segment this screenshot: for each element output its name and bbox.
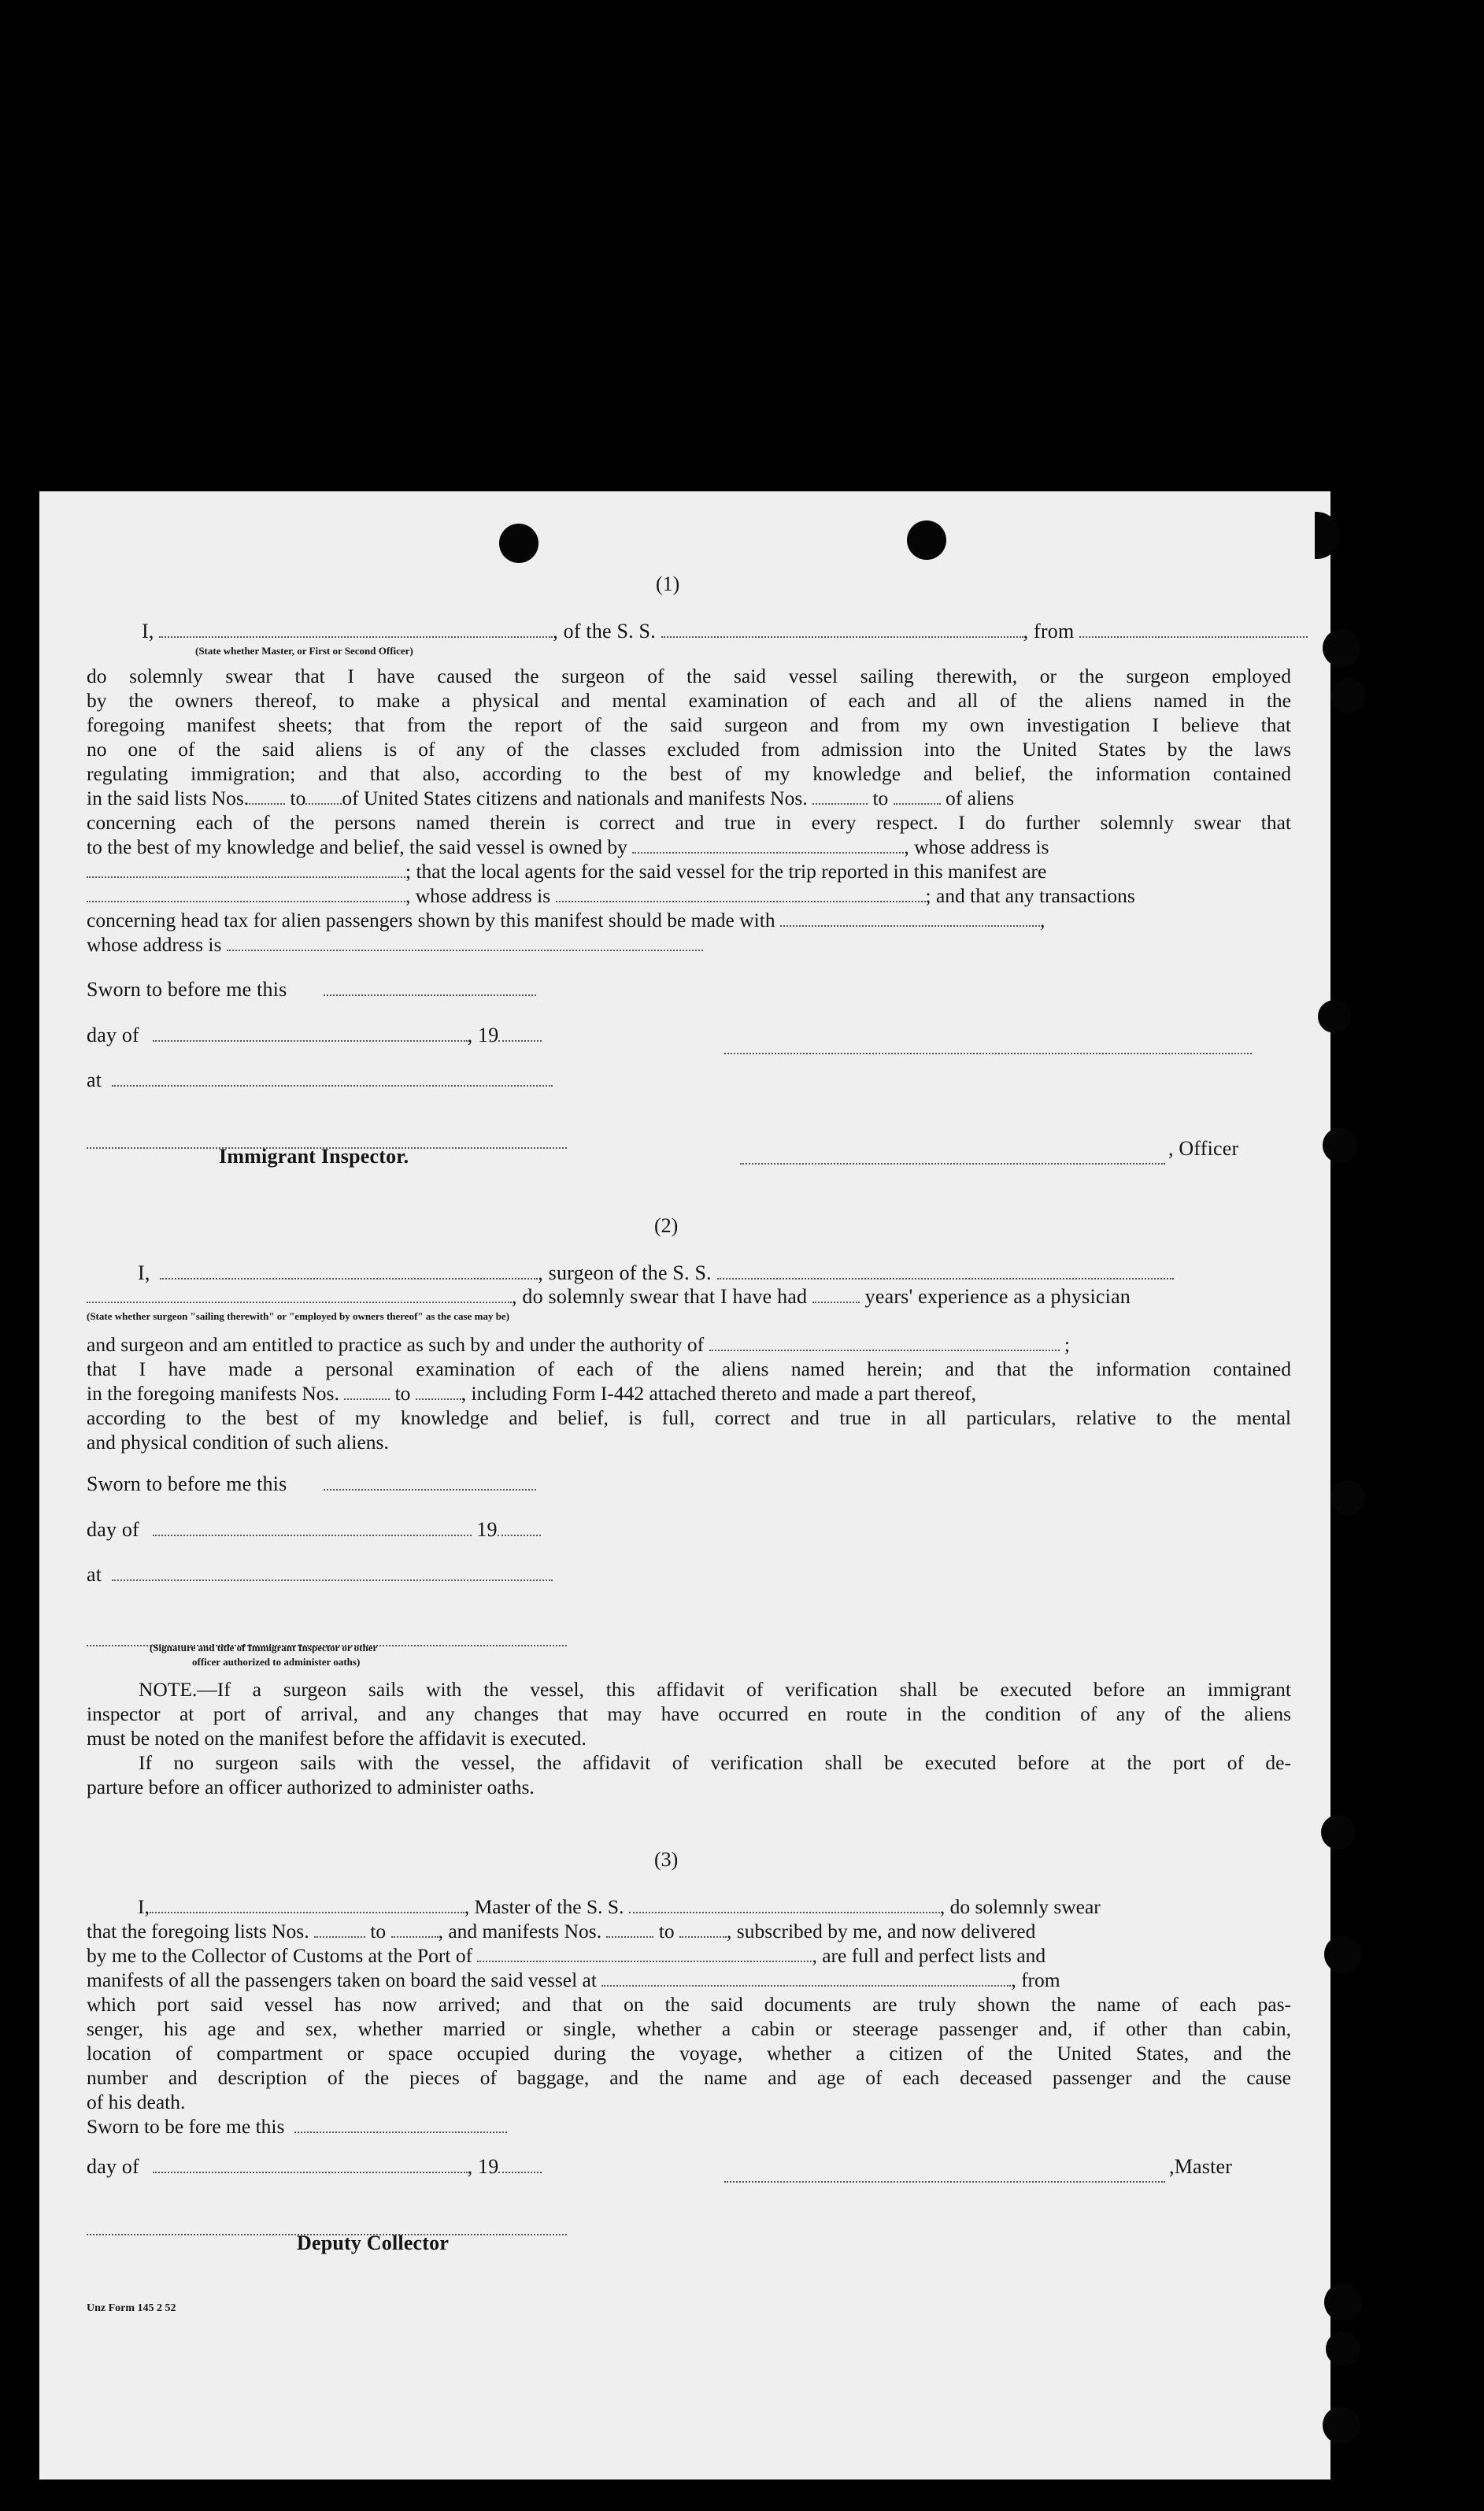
sec3-sworn-line: Sworn to be fore me this: [87, 2114, 1291, 2139]
note-line: must be noted on the manifest before the affidavit is executed.: [87, 1727, 587, 1750]
sec2-surgeon-note: (State whether surgeon "sailing therewith" or "employed by owners thereof" as the case may be): [87, 1310, 510, 1322]
sec2-oath-line: and physical condition of such aliens.: [87, 1431, 389, 1454]
sec1-agent-address-line: , whose address is ; and that any transactions: [87, 883, 1291, 908]
sec2-oath-line: according to the best of my knowledge and belief, is full, correct and true in all particulars, relative to the mental: [87, 1406, 1291, 1429]
punch-hole: [1323, 1128, 1358, 1163]
sec1-agents-line: ; that the local agents for the said vessel for the trip reported in this manifest are: [87, 859, 1291, 883]
punch-hole: [1323, 2406, 1360, 2444]
punch-hole: [1330, 678, 1366, 713]
punch-hole: [1326, 2331, 1360, 2366]
sec3-master-signature-line: [724, 2172, 1165, 2187]
punch-hole: [1321, 1815, 1356, 1850]
sec3-day-line: day of , 19: [87, 2155, 542, 2179]
sec1-inspector-label: Immigrant Inspector.: [219, 1145, 409, 1168]
sec1-oath-line: concerning each of the persons named therein is correct and true in every respect. I do further solemnly swear that: [87, 811, 1291, 834]
sec2-signature-note-2: officer authorized to administer oaths): [192, 1656, 361, 1668]
sec3-oath-line: location of compartment or space occupied during the voyage, whether a citizen of the United States, and the: [87, 2042, 1291, 2065]
sec2-signature-note-1: (Signature and title of Immigrant Inspector or other: [150, 1642, 378, 1654]
manifest-affidavit-page: [39, 491, 1330, 2480]
sec3-oath-paragraph: [87, 1894, 1291, 2139]
section-3-heading: (3): [654, 1848, 679, 1871]
sec3-oath-line: senger, his age and sex, whether married or single, whether a cabin or steerage passenger and, if other than cabin,: [87, 2017, 1291, 2040]
punch-hole: [1323, 629, 1360, 667]
sec1-oath-line: by the owners thereof, to make a physical and mental examination of each and all of the aliens named in the: [87, 689, 1291, 712]
sec3-vessel-line: manifests of all the passengers taken on board the said vessel at , from: [87, 1968, 1060, 1991]
sec1-day-line: day of , 19: [87, 1024, 542, 1047]
punch-hole: [1315, 512, 1340, 559]
sec3-port-line: by me to the Collector of Customs at the Port of , are full and perfect lists and: [87, 1944, 1046, 1967]
sec1-oath-line: do solemnly swear that I have caused the surgeon of the said vessel sailing therewith, or the surgeon employed: [87, 665, 1291, 687]
note-line: inspector at port of arrival, and any changes that may have occurred en route in the condition of any of the aliens: [87, 1702, 1291, 1725]
sec2-oath-paragraph: [87, 1332, 1291, 1454]
sec2-oath-line: that I have made a personal examination of each of the aliens named herein; and that the information contained: [87, 1357, 1291, 1380]
note-paragraph: [87, 1677, 1291, 1799]
sec2-authority-line: and surgeon and am entitled to practice as such by and under the authority of ;: [87, 1333, 1070, 1356]
section-1-heading: (1): [656, 572, 680, 595]
sec2-at-line: at: [87, 1563, 553, 1587]
form-number: Unz Form 145 2 52: [87, 2302, 176, 2314]
sec3-deputy-label: Deputy Collector: [297, 2231, 450, 2254]
punch-hole: [1330, 1480, 1365, 1515]
sec2-sworn-line: Sworn to before me this: [87, 1472, 536, 1496]
sec1-oath-line: regulating immigration; and that also, according to the best of my knowledge and belief, the information contained: [87, 762, 1291, 785]
sec1-oath-line: no one of the said aliens is of any of the classes excluded from admission into the United States by the laws: [87, 738, 1291, 761]
section-2-heading: (2): [654, 1214, 679, 1237]
punch-hole: [1318, 1000, 1351, 1033]
sec3-oath-line: of his death.: [87, 2091, 186, 2113]
sec2-manifests-line: in the foregoing manifests Nos. to , including Form I-442 attached thereto and made a part thereof,: [87, 1382, 977, 1405]
sec1-oath-line: foregoing manifest sheets; that from the report of the said surgeon and from my own investigation I believe that: [87, 713, 1291, 736]
sec1-officer-note: (State whether Master, or First or Second Officer): [195, 645, 413, 657]
sec1-officer-line: I, , of the S. S. , from: [142, 620, 1308, 643]
sec2-day-line: day of 19: [87, 1518, 541, 1542]
sec3-lists-line: that the foregoing lists Nos. to , and manifests Nos. to , subscribed by me, and now delivered: [87, 1920, 1036, 1943]
sec3-master-line: I, , Master of the S. S. , do solemnly swear: [138, 1895, 1101, 1918]
sec1-at-line: at: [87, 1068, 553, 1092]
sec1-whose-address-line: whose address is: [87, 932, 1291, 957]
sec1-list-nos-line: in the said lists Nos. to of United States citizens and nationals and manifests Nos. to of aliens: [87, 787, 1015, 809]
sec1-head-tax-line: concerning head tax for alien passengers shown by this manifest should be made with ,: [87, 909, 1045, 931]
sec1-officer-signature-line: [740, 1154, 1165, 1168]
punch-hole: [1324, 1935, 1362, 1973]
sec3-master-label: ,Master: [1169, 2155, 1233, 2178]
sec1-sworn-line: Sworn to before me this: [87, 978, 536, 1002]
sec3-oath-line: which port said vessel has now arrived; and that on the said documents are truly shown the name of each pas-: [87, 1993, 1291, 2016]
note-line: parture before an officer authorized to administer oaths.: [87, 1776, 535, 1798]
sec1-officer-label: , Officer: [1168, 1137, 1239, 1160]
sec1-owner-line: to the best of my knowledge and belief, the said vessel is owned by , whose address is: [87, 835, 1049, 858]
punch-hole: [907, 520, 946, 560]
note-line: NOTE.—If a surgeon sails with the vessel, this affidavit of verification shall be executed before an immigrant: [139, 1678, 1291, 1701]
sec1-signature-line: [724, 1044, 1252, 1058]
sec2-surgeon-line: I, , surgeon of the S. S.: [138, 1261, 1174, 1285]
sec3-oath-line: number and description of the pieces of baggage, and the name and age of each deceased passenger and the cause: [87, 2066, 1291, 2089]
sec2-years-line: , do solemnly swear that I have had years' experience as a physician: [87, 1285, 1131, 1309]
sec1-oath-paragraph: [87, 664, 1291, 957]
punch-hole: [499, 524, 538, 563]
punch-hole: [1324, 2283, 1362, 2321]
note-line: If no surgeon sails with the vessel, the affidavit of verification shall be executed before at the port of de-: [139, 1751, 1291, 1774]
